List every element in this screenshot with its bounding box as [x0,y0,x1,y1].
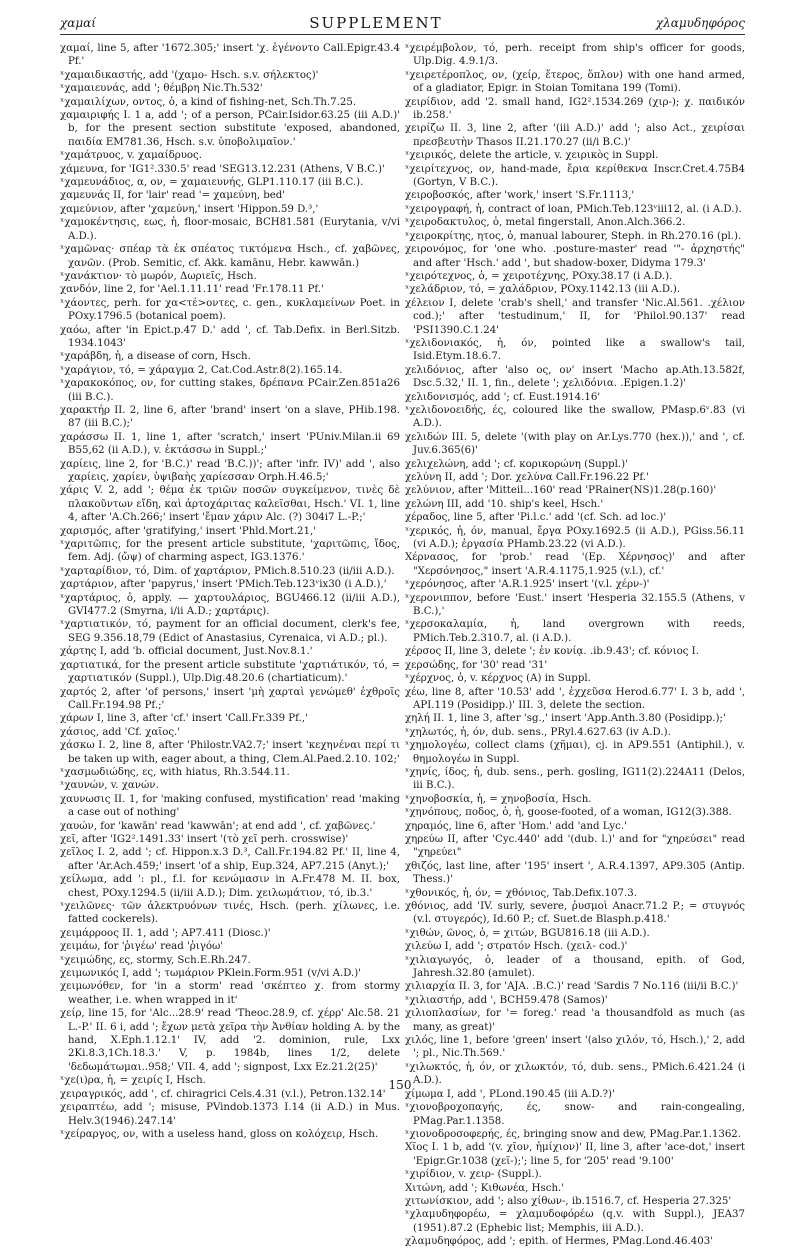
dictionary-entry: Χιτώνη, add '; Κιθωνέα, Hsch.' [405,1182,565,1194]
dictionary-entry: ˣχειροδακτυλος, ὁ, metal fingerstall, Anon.Alch.366.2. [405,217,686,229]
dictionary-entry: χελιδόνιος, after 'also ος, ον' insert 'Macho ap.Ath.13.582f, Dsc.5.32,' II. 1, fin., delete '; χελιδόνια. .Epigen.1.2)' [405,364,745,390]
dictionary-entry: ˣχιλιαγωγός, ὁ, leader of a thousand, epith. of God, Jahresh.32.80 (amulet). [405,954,745,980]
dictionary-entry: χάρτης I, add 'b. official document, Just.Nov.8.1.' [60,646,313,658]
dictionary-entry: χαμαιριφής I. 1 a, add '; of a person, PCair.Isidor.63.25 (iii A.D.)' b, for the present section substitute 'exposed, abandoned, παιδία EM781.36, Hsch. s.v. ὑποβολιμαῖον.' [60,110,400,148]
dictionary-entry: ˣχελάδριον, τό, = χαλάδριον, POxy.1142.13 (iii A.D.). [405,284,681,296]
dictionary-entry: ˣχιθών, ῶνος, ὁ, = χιτών, BGU816.18 (iii A.D.). [405,927,650,939]
dictionary-entry: χιλός, line 1, before 'green' insert '(also χιλόν, τό, Hsch.),' 2, add '; pl., Nic.Th.569.' [405,1035,745,1060]
header-rule [60,34,745,35]
dictionary-entry: χαρτάριον, after 'papyrus,' insert 'PMich.Teb.123ᵛix30 (i A.D.),' [60,579,387,591]
dictionary-entry: ˣχαριτῶπις, for the present article substitute, 'χαριτῶπις, ἴδος, fem. Adj. (ὤψ) of charming aspect, IG3.1376.' [60,539,400,564]
dictionary-entry: ˣχασμωδιώδης, ες, with hiatus, Rh.3.544.11. [60,766,290,778]
dictionary-entry: χιλιαρχία II. 3, for 'AJA. .B.C.)' read 'Sardis 7 No.116 (iii/ii B.C.)' [405,981,739,993]
dictionary-entry: ˣχηνίς, ίδος, ἡ, dub. sens., perh. gosling, IG11(2).224A11 (Delos, iii B.C.). [405,766,745,792]
dictionary-entry: χάρων I, line 3, after 'cf.' insert 'Call.Fr.339 Pf.,' [60,713,308,725]
dictionary-entry: ˣχειρότεχνος, ὁ, = χειροτέχνης, POxy.38.17 (i A.D.). [405,270,673,282]
dictionary-entry: ˣχαράγιον, τό, = χάραγμα 2, Cat.Cod.Astr.8(2).165.14. [60,364,343,376]
dictionary-entry: χεῖ, after 'IG2².1491.33' insert '(τὸ χεῖ perh. crosswise)' [60,833,349,845]
header-right-word: χλαμυδηφόρος [655,16,745,30]
dictionary-entry: ˣχαμαιδικαστής, add '(χαμο- Hsch. s.v. σήλεκτος)' [60,69,319,81]
dictionary-entry: χελύνιον, after 'Mitteil...160' read 'PRainer(NS)1.28(p.160)' [405,485,717,497]
dictionary-entry: ˣχαμευνάδιος, α, ον, = χαμαιευνής, GLP1.110.17 (iii B.C.). [60,177,364,189]
dictionary-entry: ˣχαρτάριος, ὁ, apply. — χαρτουλάριος, BGU466.12 (ii/iii A.D.), GVI477.2 (Smyrna, i/ii A.D.; χαρτάρις). [60,592,400,618]
dictionary-entry: χαρτός 2, after 'of persons,' insert 'μὴ χαρταὶ γενώμεθ' ἐχθροῖς Call.Fr.194.98 Pf.;' [60,686,400,711]
dictionary-entry: χαμαί, line 5, after '1672.305;' insert 'χ. ἐγένοντο Call.Epigr.43.4 Pf.' [60,43,400,68]
dictionary-entry: χαμευνάς II, for 'lair' read '= χαμεύνη, bed' [60,190,286,202]
dictionary-entry: χάρις V. 2, add '; θέμα ἐκ τριῶν ποσῶν συγκείμενον, τινὲς δὲ πλακοῦντων εἴδη, καὶ ἀρτοχάριτας καλεῖσθαι, Hsch.' VI. 1, line 4, after 'A.Ch.266;' insert 'ἔμαν χάριν Alc. (?) 304i7 L.-P.;' [60,485,400,524]
dictionary-entry: χηλή II. 1, line 3, after 'sg.,' insert 'App.Anth.3.80 (Posidipp.);' [405,713,726,725]
dictionary-entry: ˣχαμῶνας· σπέαρ τὰ ἐκ σπέατος τικτόμενα Hsch., cf. χαβῶνες, χανῶν. (Prob. Semitic, cf. Akk. kamānu, Hebr. kawwān.) [60,244,400,269]
dictionary-entry: χέλειον I, delete 'crab's shell,' and transfer 'Nic.Al.561. .χέλιον cod.);' after 'testudinum,' II, for 'Philol.90.137' read 'PSI1390.C.1.24' [405,297,745,336]
dictionary-entry: ˣχιονοδροσοφερής, ές, bringing snow and dew, PMag.Par.1.1362. [405,1128,742,1140]
dictionary-entry: χθιζός, last line, after '195' insert ', A.R.4.1397, AP9.305 (Antip. Thess.)' [405,860,745,886]
dictionary-entry: χειραγρικός, add ', cf. chiragrici Cels.4.31 (v.l.), Petron.132.14' [60,1088,386,1100]
dictionary-entry: ˣχλαμυδηφορέω, = χλαμυδοφόρέω (q.v. with Suppl.), JEA37 (1951).87.2 (Ephebic list; Memphis, iii A.D.). [405,1209,745,1234]
dictionary-entry: ˣχαμοκέντησις, εως, ἡ, floor-mosaic, BCH81.581 (Eurytania, v/vi A.D.). [60,217,400,242]
dictionary-entry: ˣχηνόπους, ποδος, ὁ, ἡ, goose-footed, of a woman, IG12(3).388. [405,807,732,819]
dictionary-entry: ˣχημολογέω, collect clams (χῆμαι), cj. in AP9.551 (Antiphil.), v. θημολογέω in Suppl. [405,740,745,765]
dictionary-entry: χελύνη II, add '; Dor. χελύνα Call.Fr.196.22 Pf.' [405,472,649,483]
dictionary-entry: χέραδος, line 5, after 'Pi.l.c.' add '(cf. Sch. ad loc.)' [405,512,667,524]
dictionary-entry: ˣχείραργος, ον, with a useless hand, gloss on κολόχειρ, Hsch. [60,1128,379,1140]
dictionary-entry: ˣχερσοκαλαμία, ἡ, land overgrown with reeds, PMich.Teb.2.310.7, al. (i A.D.). [405,619,745,644]
dictionary-entry: ˣχαρακοκόπος, ον, for cutting stakes, δρέπανα PCair.Zen.851a26 (iii B.C.). [60,378,400,403]
dictionary-entry: ˣχερονιππον, before 'Eust.' insert 'Hesperia 32.155.5 (Athens, v B.C.),' [405,592,745,618]
dictionary-entry: ˣχερικός, ἡ, όν, manual, ἔργα POxy.1692.5 (ii A.D.), PGiss.56.11 (vi A.D.); ἐργασία PHamb.23.22 (vi A.D.). [405,525,745,551]
dictionary-entry: ˣχάοντες, perh. for χα<τέ>οντες, c. gen., κυκλαμείνων Poet. in POxy.1796.5 (botanical poem). [60,297,400,323]
dictionary-entry: χαρίεις, line 2, for 'B.C.)' read 'B.C.))'; after 'infr. IV)' add ', also χαρίεις, χαρίεν, ὑψιβαὴς χαρίεσσαν Orph.H.46.5;' [60,458,400,483]
dictionary-entry: ˣχερόνησος, after 'A.R.1.925' insert '(v.l. χέρν-)' [405,579,650,591]
dictionary-entry: ˣχέρχνος, ὁ, v. κέρχνος (A) in Suppl. [405,673,591,685]
dictionary-entry: ˣχειλῶνες· τῶν ἀλεκτρυόνων τινές, Hsch. (perh. χίλωνες, i.e. fatted cockerels). [60,901,400,926]
header-left-word: χαμαί [60,16,96,30]
dictionary-entry: ˣχαρταρίδιον, τό, Dim. of χαρτάριον, PMich.8.510.23 (ii/iii A.D.). [60,565,395,577]
dictionary-entry: χελιχελώνη, add '; cf. κορικορώνη (Suppl.)' [405,458,628,470]
dictionary-entry: Χέρνασος, for 'prob.' read '(Ep. Χέρνησος)' and after "Χερσόνησος," insert 'A.R.4.1175,1.925 (v.l.), cf.' [405,552,745,577]
dictionary-entry: χειρίζω II. 3, line 2, after '(iii A.D.)' add '; also Act., χειρίσαι πρεσβευτὴν Thasos II.21.170.27 (ii/i B.C.)' [405,123,745,148]
dictionary-entry: ˣχιλωκτός, ἡ, όν, or χιλωκτόν, τό, dub. sens., PMich.6.421.24 (i A.D.). [405,1061,745,1087]
dictionary-entry: ˣχειρογραφή, ἡ, contract of loan, PMich.Teb.123ᵛiii12, al. (i A.D.). [405,203,742,215]
dictionary-entry: χιτωνίσκιον, add '; also χίθων-, ib.1516.7, cf. Hesperia 27.325' [405,1195,732,1207]
dictionary-entry: χειρονόμος, for 'one who. .posture-master' read '"- ἀρχηστής" and after 'Hsch.' add ', but shadow-boxer, Didyma 179.3' [405,244,745,269]
dictionary-entry: χαόω, after 'in Epict.p.47 D.' add ', cf. Tab.Defix. in Berl.Sitzb. 1934.1043' [60,324,400,349]
dictionary-entry: ˣχιονοβροχοπαγής, ές, snow- and rain-congealing, PMag.Par.1.1358. [405,1102,745,1127]
dictionary-entry: χηραμός, line 6, after 'Hom.' add 'and Lyc.' [405,820,627,832]
dictionary-entry: ˣχαμαιλίχων, οντος, ὁ, a kind of fishing-net, Sch.Th.7.25. [60,96,357,108]
dictionary-entry: χείλωμα, add ': pl., f.l. for κενώμασιν in A.Fr.478 M. II. box, chest, POxy.1294.5 (ii/iii A.D.); Dim. χειλωμάτιον, τό, ib.3.' [60,874,400,899]
dictionary-entry: χαράσσω II. 1, line 1, after 'scratch,' insert 'PUniv.Milan.ii 69 B55,62 (ii A.D.), v. ἐκτάσσω in Suppl.;' [60,431,400,457]
dictionary-entry: ˣχειρετέροπλος, ον, (χείρ, ἕτερος, ὅπλον) with one hand armed, of a gladiator, Epigr. in Stoian Tomitana 199 (Tomi). [405,69,745,95]
dictionary-entry: ˣχειρέμβολον, τό, perh. receipt from ship's officer for goods, Ulp.Dig. 4.9.1/3. [405,43,745,68]
dictionary-entry: χελιδονισμός, add '; cf. Eust.1914.16' [405,391,601,403]
dictionary-entry: ˣχελιδονιακός, ἡ, όν, pointed like a swallow's tail, Isid.Etym.18.6.7. [405,337,745,363]
dictionary-entry: χελώνη III, add '10. ship's keel, Hsch.' [405,498,604,510]
dictionary-entry: ˣχειρικός, delete the article, v. χειρικὸς in Suppl. [405,150,659,162]
dictionary-entry: χίμωμα I, add ', PLond.190.45 (iii A.D.?)' [405,1088,615,1100]
dictionary-entry: ˣχιρίδιον, v. χειρ- (Suppl.). [405,1169,542,1181]
dictionary-entry: χείρ, line 15, for 'Alc...28.9' read 'Theoc.28.9, cf. χέρρ' Alc.58. 21 L.-P.' II. 6 i, add '; ἔχων μετὰ χεῖρα τὴν Ἀνθίαν holding A. by the hand, X.Eph.1.12.1' IV, add '2. dominion, rule, Lxx 2Ki.8.3,1Ch.18.3.' V, p. 1984b, lines 1/2, delete 'δεδωμάτωμαι..958;' VII. 4, add '; signpost, Lxx Ez.21.2(25)' [60,1008,400,1073]
dictionary-entry: χειροβοσκός, after 'work,' insert 'S.Fr.1113,' [405,190,635,202]
dictionary-entry: Χῖος I. 1 b, add '(v. χῖον, ἡμίχιον)' II, line 3, after 'ace-dot,' insert 'Epigr.Gr.1038 (χεῖ-);'; line 5, for '205' read '9.100' [405,1142,745,1167]
dictionary-entry: χθόνιος, add 'IV. surly, severe, ῥυσμοὶ Anacr.71.2 P.; = στυγνός (v.l. στυγερός), Id.60 P.; cf. Suet.de Blasph.p.418.' [405,901,745,926]
dictionary-entry: ˣχηνοβοσκία, ἡ, = χηνοβοσία, Hsch. [405,793,592,805]
dictionary-entry: ˣχανάκτιον· τὸ μωρόν, Δωριεῖς, Hsch. [60,270,257,282]
dictionary-entry: χάμευνα, for 'IG1².330.5' read 'SEG13.12.231 (Athens, V B.C.)' [60,163,385,175]
dictionary-entry: χάσιος, add 'Cf. χαῖος.' [60,726,181,738]
dictionary-entry: ˣχαμαιευνάς, add '; θέμβρη Nic.Th.532' [60,83,263,95]
dictionary-entry: χαυνωσις II. 1, for 'making confused, mystification' read 'making a case out of nothing' [60,793,400,819]
dictionary-entry: χέρσος II, line 3, delete '; ἐν κονίᾳ. .ib.9.43'; cf. κόνιος I. [405,646,699,658]
dictionary-entry: ˣχελιδονοειδής, ές, coloured like the swallow, PMasp.6ᵛ.83 (vi A.D.). [405,404,745,430]
dictionary-entry: χαμεύνιον, after 'χαμεύνη,' insert 'Hippon.59 D.³,' [60,203,319,215]
dictionary-entry: ˣχαυνών, v. χανών. [60,780,159,792]
dictionary-entry: χειρίδιον, add '2. small hand, IG2².1534.269 (χιρ-); χ. παιδικόν ib.258.' [405,96,745,122]
dictionary-entry: χαυών, for 'kawān' read 'kawwān'; at end add ', cf. χαβῶνες.' [60,820,376,832]
dictionary-entry: χειραπτέω, add '; misuse, PVindob.1373 I.14 (ii A.D.) in Mus. Helv.3(1946).247.14' [60,1102,400,1127]
page-number: 150 [388,1078,412,1092]
dictionary-entry: χλαμυδηφόρος, add '; epith. of Hermes, PMag.Lond.46.403' [405,1236,714,1248]
dictionary-entry: χιλεύω I, add '; στρατόν Hsch. (χειλ- cod.)' [405,941,628,953]
dictionary-entry: χηρεύω II, after 'Cyc.440' add '(dub. l.)' and for "χηρεύσει" read "χηρεύει" [405,833,745,859]
dictionary-entry: χιλιοπλασίων, for '= foreg.' read 'a thousandfold as much (as many, as great)' [405,1008,745,1033]
right-column [405,42,745,1248]
dictionary-entry: ˣχαμάτρυος, v. χαμαίδρυος. [60,150,202,162]
dictionary-entry: ˣχειμώδης, ες, stormy, Sch.E.Rh.247. [60,954,251,966]
dictionary-entry: χερσώδης, for '30' read '31' [405,659,548,671]
dictionary-entry: χελιδών III. 5, delete '(with play on Ar.Lys.770 (hex.)),' and ', cf. Juv.6.365(6)' [405,431,745,457]
dictionary-entry: ˣχθονικός, ἡ, όν, = χθόνιος, Tab.Defix.107.3. [405,887,637,899]
dictionary-entry: χειμωνόθεν, for 'in a storm' read 'σκέπτεο χ. from stormy weather, i.e. when wrapped in it' [60,981,400,1006]
dictionary-entry: ˣχαράβδη, ἡ, a disease of corn, Hsch. [60,351,251,363]
dictionary-entry: ˣχηλωτός, ἡ, όν, dub. sens., PRyl.4.627.63 (iv A.D.). [405,726,671,738]
dictionary-entry: χειμάω, for 'ῥιγέω' read 'ῥιγόω' [60,941,224,953]
dictionary-entry: χέω, line 8, after '10.53' add ', ἐχχεῦσα Herod.6.77' I. 3 b, add ', API.119 (Posidipp.)' III. 3, delete the section. [405,686,745,711]
dictionary-entry: ˣχειρίτεχνος, ον, hand-made, ἔρια κερίθεκνα Inscr.Cret.4.75B4 (Gortyn, V B.C.). [405,163,745,189]
dictionary-entry: χάσκω I. 2, line 8, after 'Philostr.VA2.7;' insert 'κεχηνέναι περί τι be taken up with, eager about, a thing, Clem.Al.Paed.2.10. 102;' [60,740,400,765]
dictionary-entry: ˣχιλιαστήρ, add ', BCH59.478 (Samos)' [405,994,608,1006]
dictionary-entry: χαρτιατικά, for the present article substitute 'χαρτιάτικόν, τό, = χαρτιατικόν (Suppl.), Ulp.Dig.48.20.6 (chartiaticum).' [60,659,400,685]
dictionary-entry: ˣχειροκρίτης, ητος, ὁ, manual labourer, Steph. in Rh.270.16 (pl.). [405,230,742,242]
dictionary-entry: χειμάρροος II. 1, add '; AP7.411 (Diosc.)' [60,927,271,939]
header-title: SUPPLEMENT [309,14,443,32]
dictionary-entry: χαρισμός, after 'gratifying,' insert 'Phld.Mort.21,' [60,525,317,537]
dictionary-entry: ˣχαρτιατικόν, τό, payment for an official document, clerk's fee, SEG 9.356.18,79 (Edict of Anastasius, Cyrenaica, vi A.D.; pl.). [60,619,400,644]
dictionary-entry: χεῖλος I. 2, add '; cf. Hippon.x.3 D.³, Call.Fr.194.82 Pf.' II, line 4, after 'Ar.Ach.459;' insert 'of a ship, Eup.324, AP7.215 (Anyt.);' [60,847,400,872]
dictionary-entry: χαρακτήρ II. 2, line 6, after 'brand' insert 'on a slave, PHib.198. 87 (iii B.C.);' [60,404,400,430]
dictionary-entry: ˣχε(ι)ρα, ἡ, = χειρίς I, Hsch. [60,1075,206,1087]
dictionary-entry: χανδόν, line 2, for 'Ael.1.11.11' read 'Fr.178.11 Pf.' [60,284,324,296]
dictionary-entry: χειμωνικός I, add '; τωμάριον PKlein.Form.951 (v/vi A.D.)' [60,968,362,980]
